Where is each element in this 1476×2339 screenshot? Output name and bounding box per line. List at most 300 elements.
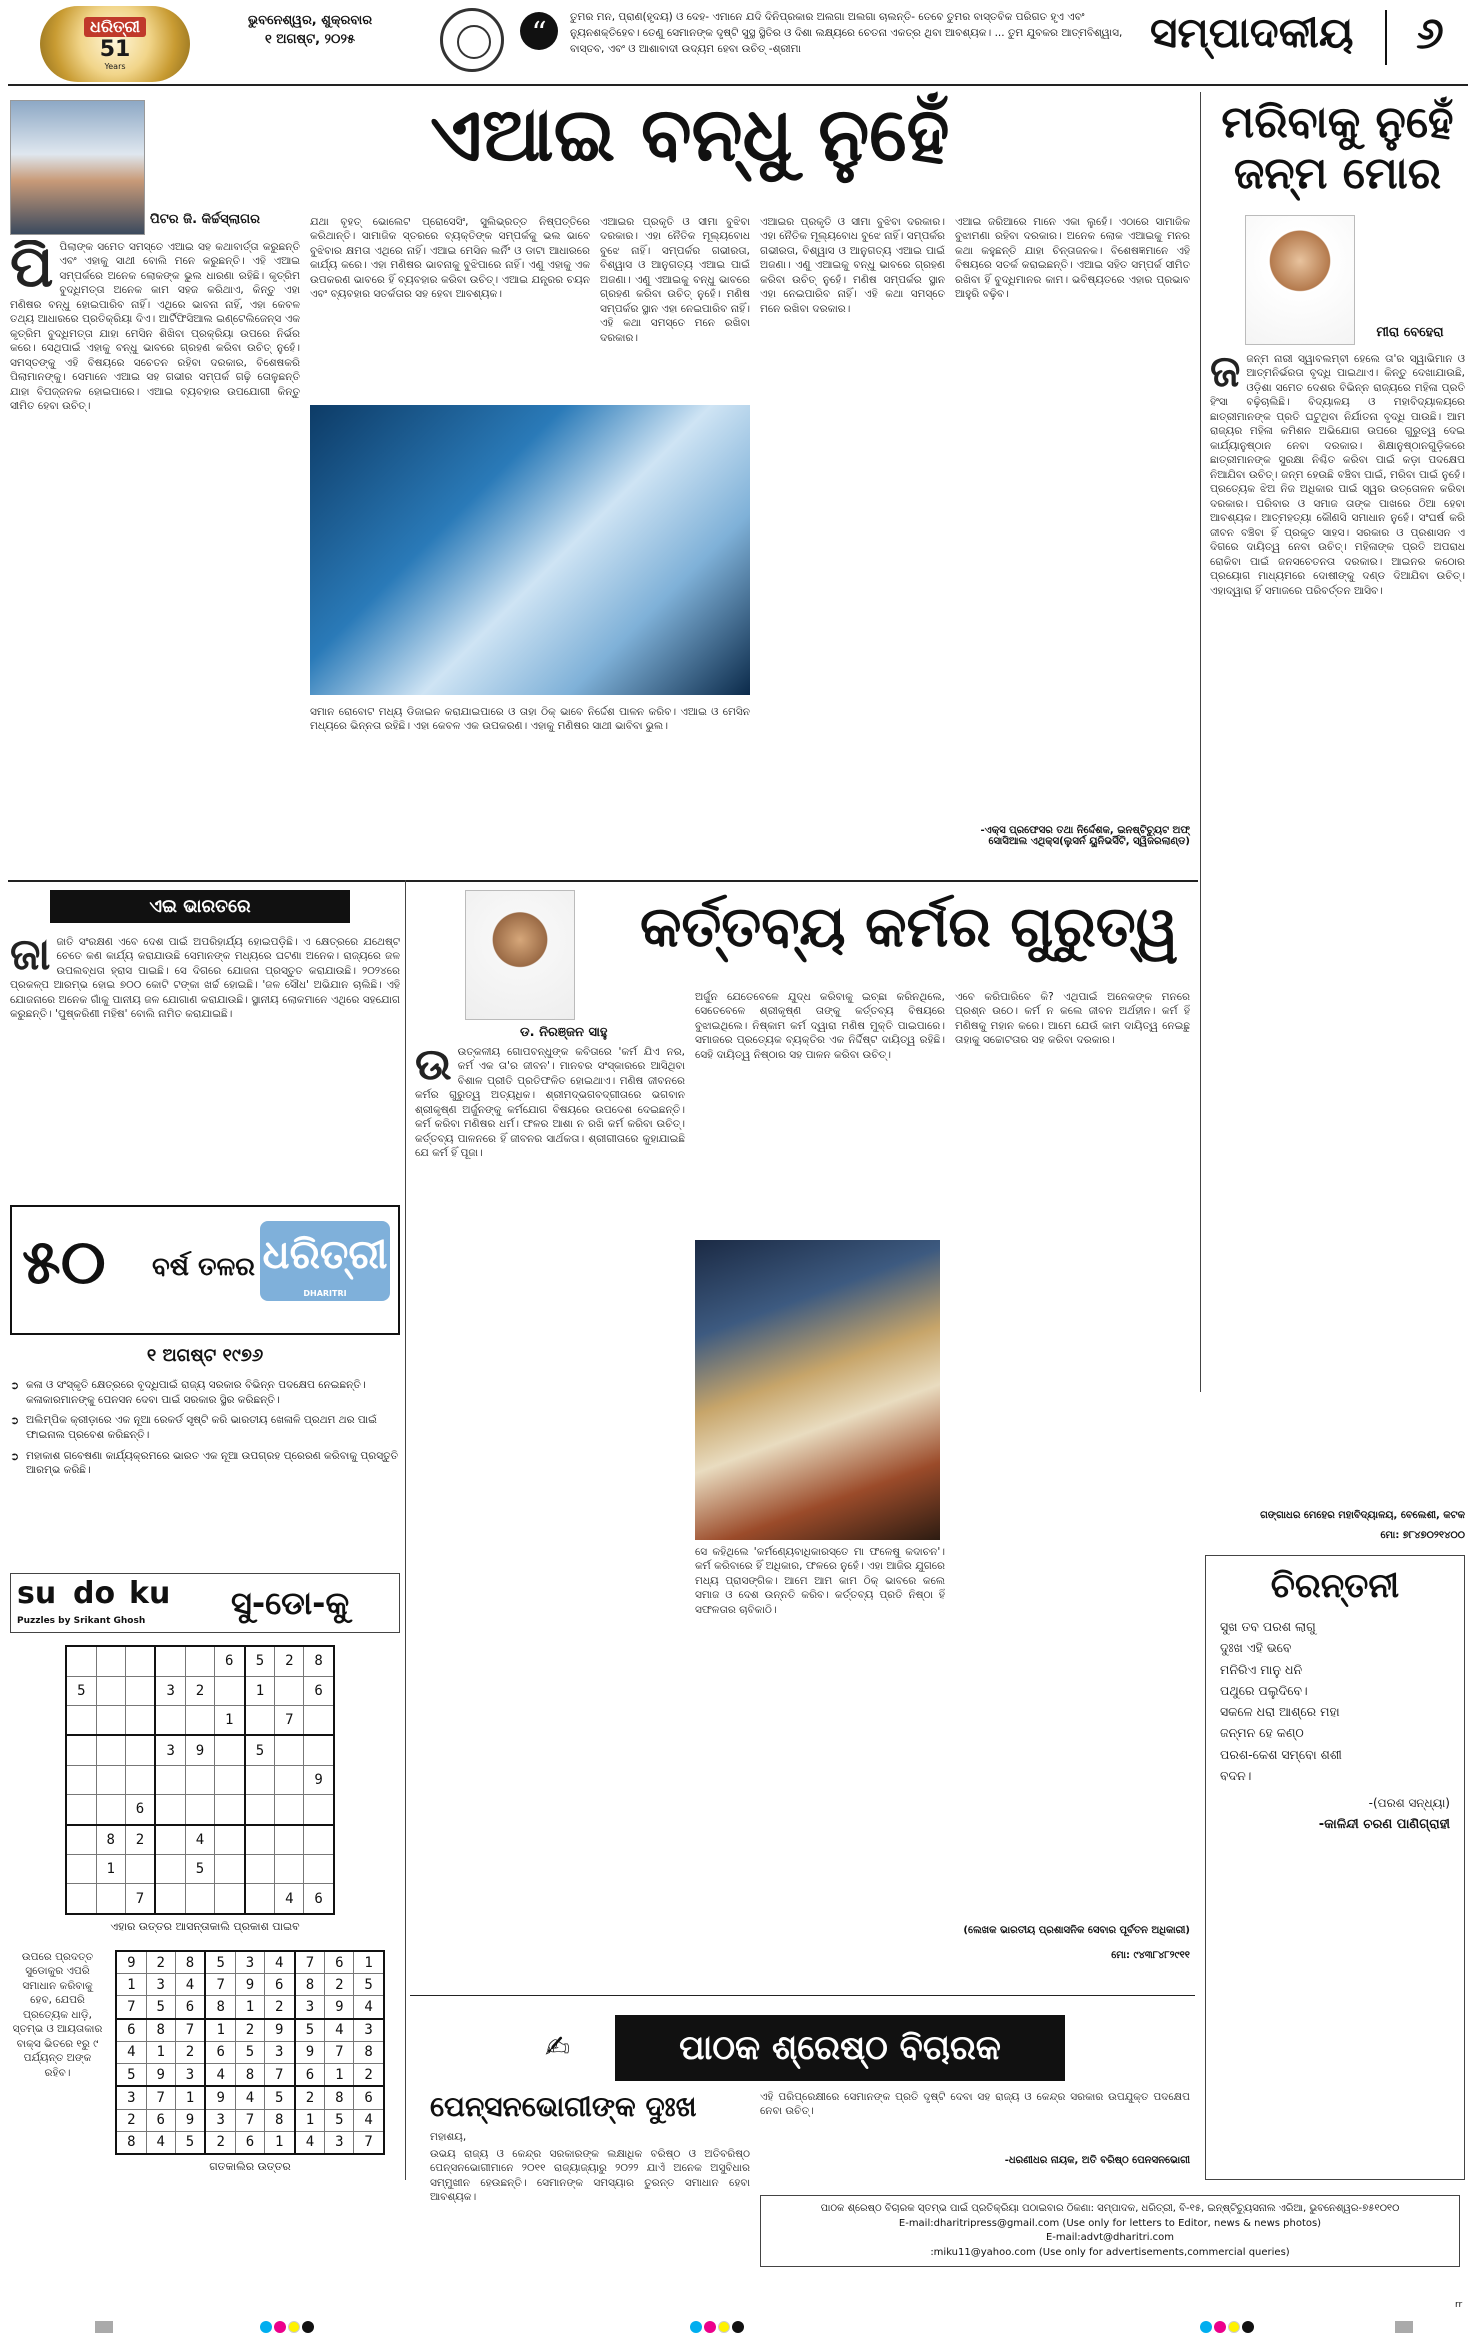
- quote-icon: “: [520, 12, 558, 50]
- sudoku-cell[interactable]: [155, 1855, 185, 1884]
- duty-column-2: ଅର୍ଜୁନ ଯେତେବେଳେ ଯୁଦ୍ଧ କରିବାକୁ ଇଚ୍ଛା କରିନଥିଲେ, ସେତେବେଳେ ଶ୍ରୀକୃଷ୍ଣ ତାଙ୍କୁ କର୍ତ୍ତବ୍ୟ ବିଷୟରେ ବୁଝାଇଥିଲେ। ନିଷ୍କାମ କର୍ମ ଦ୍ୱାରା ମଣିଷ ମୁକ୍ତି ପାଇପାରେ। ସମାଜରେ ପ୍ରତ୍ୟେକ ବ୍ୟକ୍ତିର ଏକ ନିର୍ଦ୍ଦିଷ୍ଟ ଦାୟିତ୍ୱ ରହିଛି। ସେହି ଦାୟିତ୍ୱ ନିଷ୍ଠାର ସହ ପାଳନ କରିବା ଉଚିତ୍।: [695, 991, 945, 1061]
- solution-cell: 5: [354, 1974, 384, 1996]
- solution-cell: 3: [325, 2131, 354, 2154]
- sudoku-cell: 5: [186, 1855, 215, 1884]
- solution-cell: 8: [146, 2019, 175, 2042]
- solution-cell: 5: [236, 2041, 265, 2063]
- title-divider: [1385, 10, 1387, 65]
- duty-col1-text: ଉତ୍କଳୀୟ ଗୋପବନ୍ଧୁଙ୍କ କବିତାରେ 'କର୍ମ ଯିଏ ନର, କର୍ମ ଏକ ତା'ର ଜୀବନ'। ମାନବର ସଂସ୍କାରରେ ଆସିଥିବା ବିଶାଳ ପ୍ରୀତି ପ୍ରତିଫଳିତ ହୋଇଥାଏ। ମଣିଷ ଜୀବନରେ କର୍ମର ଗୁରୁତ୍ୱ ଅତ୍ୟଧିକ। ଶ୍ରୀମଦ୍ଭଗବଦ୍ଗୀତାରେ ଭଗବାନ ଶ୍ରୀକୃଷ୍ଣ ଅର୍ଜୁନଙ୍କୁ କର୍ମଯୋଗ ବିଷୟରେ ଉପଦେଶ ଦେଇଛନ୍ତି। କର୍ମ କରିବା ମଣିଷର ଧର୍ମ। ଫଳର ଆଶା ନ ରଖି କର୍ମ କରିବା ଉଚିତ୍। କର୍ତ୍ତବ୍ୟ ପାଳନରେ ହିଁ ଜୀବନର ସାର୍ଥକତା। ଶ୍ରୀଗୀତାରେ କୁହାଯାଇଛି ଯେ କର୍ମ ହିଁ ପୂଜା।: [415, 1046, 685, 1160]
- sudoku-cell[interactable]: [304, 1735, 334, 1765]
- sudoku-cell: 8: [304, 1646, 334, 1676]
- sudoku-row: [116, 1951, 384, 1974]
- bhagavad-gita-book-photo: [695, 1240, 940, 1540]
- yellow-dot-icon: [1228, 2321, 1240, 2333]
- sudoku-cell[interactable]: [155, 1884, 185, 1914]
- sudoku-cell[interactable]: [96, 1646, 125, 1676]
- cyan-dot-icon: [1200, 2321, 1212, 2333]
- sudoku-cell[interactable]: [155, 1646, 185, 1676]
- city-day: ଭୁବନେଶ୍ୱର, ଶୁକ୍ରବାର: [247, 13, 373, 28]
- sudoku-cell[interactable]: [214, 1795, 244, 1825]
- list-item: ➲ ଅଲିମ୍ପିକ କ୍ରୀଡ଼ାରେ ଏକ ନୂଆ ରେକର୍ଡ ସୃଷ୍ଟି କରି ଭାରତୀୟ ଖେଳାଳି ପ୍ରଥମ ଥର ପାଇଁ ଫାଇନାଲ ପ୍ରବେଶ କରିଛନ୍ତି।: [10, 1413, 400, 1442]
- letter-body: ଉଭୟ ରାଜ୍ୟ ଓ କେନ୍ଦ୍ର ସରକାରଙ୍କ ଲକ୍ଷାଧିକ ବରିଷ୍ଠ ଓ ଅତିବରିଷ୍ଠ ପେନ୍‌ସନଭୋଗୀମାନେ ୨୦୧୧ ରାଜ୍ୟାଜ୍ୟାରୁ ୨୦୨୨ ଯାଏଁ ଅନେକ ଅସୁବିଧାର ସମ୍ମୁଖୀନ ହେଉଛନ୍ତି। ସେମାନଙ୍କ ସମସ୍ୟାର ତୁରନ୍ତ ସମାଧାନ ହେବା ଆବଶ୍ୟକ।: [430, 2148, 750, 2204]
- sudoku-row: [66, 1855, 334, 1884]
- sudoku-row: [116, 2131, 384, 2154]
- duty-column-1: [415, 1045, 685, 1990]
- solution-cell: 5: [295, 2019, 325, 2042]
- sudoku-cell[interactable]: [125, 1735, 155, 1765]
- sudoku-cell: 6: [125, 1795, 155, 1825]
- section-title: ସମ୍ପାଦକୀୟ: [1150, 8, 1354, 57]
- sudoku-cell: 2: [275, 1646, 304, 1676]
- sudoku-cell[interactable]: [66, 1735, 96, 1765]
- solution-cell: 6: [295, 2064, 325, 2087]
- solution-cell: 1: [116, 1974, 146, 1996]
- sudoku-cell[interactable]: [245, 1884, 275, 1914]
- duty-dropcap: ଉ: [415, 1045, 452, 1090]
- solution-cell: 6: [354, 2086, 384, 2109]
- contact-address: ପାଠକ ଶ୍ରେଷ୍ଠ ବିଚାରକ ସ୍ତମ୍ଭ ପାଇଁ ପ୍ରତିକ୍ରିୟା ପଠାଇବାର ଠିକଣା: ସମ୍ପାଦକ, ଧରିତ୍ରୀ, ବି-୧୫, ଇନ୍ଷ୍ଟିଚ୍ୟୁସନାଲ ଏରିଆ, ଭୁବନେଶ୍ୱର-୭୫୧୦୧୦: [820, 2203, 1400, 2214]
- lead-column-1: [10, 240, 300, 860]
- sudoku-cell: 3: [155, 1735, 185, 1765]
- solution-cell: 9: [205, 2086, 235, 2109]
- fifty-number: ୫୦: [22, 1225, 106, 1298]
- solution-cell: 2: [354, 2064, 384, 2087]
- solution-cell: 5: [325, 2109, 354, 2131]
- solution-cell: 4: [236, 2086, 265, 2109]
- cyan-dot-icon: [260, 2321, 272, 2333]
- sudoku-row: [66, 1735, 334, 1765]
- sudoku-cell[interactable]: [186, 1705, 215, 1735]
- solution-cell: 1: [236, 1996, 265, 2019]
- solution-cell: 4: [146, 2131, 175, 2154]
- poem-line: ଦୁଃଖ ଏହି ଭବେ: [1220, 1640, 1292, 1656]
- poem-line: ବଦନ।: [1220, 1767, 1252, 1783]
- sudoku-cell: 5: [245, 1735, 275, 1765]
- solution-cell: 5: [175, 2131, 205, 2154]
- solution-cell: 4: [354, 2109, 384, 2131]
- sudoku-cell: 4: [275, 1884, 304, 1914]
- grey-tile: [95, 2321, 113, 2333]
- black-dot-icon: [1242, 2321, 1254, 2333]
- dateline: [205, 12, 415, 50]
- sudoku-cell[interactable]: [275, 1795, 304, 1825]
- magenta-dot-icon: [1214, 2321, 1226, 2333]
- sudoku-cell[interactable]: [66, 1795, 96, 1825]
- black-dot-icon: [732, 2321, 744, 2333]
- sudoku-cell[interactable]: [186, 1884, 215, 1914]
- sudoku-cell[interactable]: [125, 1855, 155, 1884]
- seal-brand: ଧରିତ୍ରୀ: [84, 17, 146, 37]
- sudoku-row: [116, 2086, 384, 2109]
- aei-dropcap: ଜା: [10, 935, 51, 980]
- lead-column-2: ଯଥା ବୃହତ୍ ଭୋଲେଟ ପ୍ରୋସେସିଂ, ସୁଲିଭ୍ରତ୍ତ ନିଷ୍ପତ୍ତିରେ କରିଥାନ୍ତି। ସାମାଜିକ ସ୍ତରରେ ବ୍ୟକ୍ତିଙ୍କ ସମ୍ପର୍କକୁ ଭଲ ଭାବେ ବୁଝିବାର କ୍ଷମତା ଏଥିରେ ନାହିଁ। ଏଆଇ ମେସିନ ଲର୍ନିଂ ଓ ଡାଟା ଆଧାରରେ କାର୍ଯ୍ୟ କରେ। ଏହା ମଣିଷର ଭାବନାକୁ ବୁଝିପାରେ ନାହିଁ। ଏଣୁ ଏହାକୁ ଏକ ଉପକରଣ ଭାବରେ ହିଁ ବ୍ୟବହାର କରିବା ଉଚିତ୍। ଏଆଇ ଯନ୍ତ୍ରର ଚୟନ ଏବଂ ବ୍ୟବହାର ସତର୍କତାର ସହ ହେବା ଆବଶ୍ୟକ।: [310, 216, 590, 301]
- solution-cell: 2: [116, 2109, 146, 2131]
- sudoku-row: [66, 1705, 334, 1735]
- solution-cell: 1: [354, 1951, 384, 1974]
- sudoku-instructions: ଉପରେ ପ୍ରଦତ୍ତ ସୁଡୋକୁର ଏପରି ସମାଧାନ କରିବାକୁ ହେବ, ଯେପରି ପ୍ରତ୍ୟେକ ଧାଡ଼ି, ସ୍ତମ୍ଭ ଓ ଆୟତାକାର ବାକ୍ସ ଭିତରେ ୧ରୁ ୯ ପର୍ଯ୍ୟନ୍ତ ଅଙ୍କ ରହିବ।: [12, 1951, 103, 2079]
- solution-cell: 9: [175, 2109, 205, 2131]
- solution-cell: 6: [264, 1974, 294, 1996]
- fifty-words: ବର୍ଷ ତଳର: [152, 1252, 255, 1282]
- cmyk-marks-left: [260, 2318, 316, 2337]
- solution-cell: 7: [295, 1951, 325, 1974]
- poem-line: ଜନ୍ମନ ହେ କଣ୍ଠ: [1220, 1725, 1304, 1741]
- sudoku-cell[interactable]: [186, 1795, 215, 1825]
- sudoku-cell[interactable]: [304, 1705, 334, 1735]
- sudoku-cell[interactable]: [275, 1735, 304, 1765]
- chirantani-box: [1205, 1555, 1465, 2180]
- sudoku-cell: 9: [304, 1765, 334, 1794]
- grey-tile: [1395, 2321, 1413, 2333]
- solution-cell: 4: [264, 1951, 294, 1974]
- solution-cell: 4: [205, 2064, 235, 2087]
- sudoku-cell[interactable]: [275, 1765, 304, 1794]
- sudoku-cell[interactable]: [125, 1765, 155, 1794]
- lead-bottom-rule: [8, 880, 1198, 882]
- sudoku-cell[interactable]: [155, 1705, 185, 1735]
- solution-cell: 8: [116, 2131, 146, 2154]
- lead-column-4: ଏଆଇ ଜରିଆରେ ମାନେ ଏକା ଲୁହେଁ। ଏଠାରେ ସାମାଜିକ ବୁଝାମଣା ରହିବା ଦରକାର। ଅନେକ ଲୋକ ଏଆଇକୁ ମନର କଥା କହୁଛନ୍ତି ଯାହା ଚିନ୍ତାଜନକ। ବିଶେଷଜ୍ଞମାନେ ଏହି ବିଷୟରେ ସତର୍କ କରାଇଛନ୍ତି। ଏଆଇ ସହିତ ସମ୍ପର୍କ ସୀମିତ ରଖିବା ହିଁ ବୁଦ୍ଧିମାନର କାମ। ଭବିଷ୍ୟତରେ ଏହାର ପ୍ରଭାବ ଆହୁରି ବଢ଼ିବ।: [955, 216, 1190, 301]
- solution-cell: 8: [295, 1974, 325, 1996]
- sudoku-row: [66, 1646, 334, 1676]
- contact-box: [760, 2195, 1460, 2267]
- solution-cell: 9: [116, 1951, 146, 1974]
- dharitri-logo-text: ଧରିତ୍ରୀ: [262, 1231, 388, 1278]
- sudoku-row: [66, 1765, 334, 1794]
- yellow-dot-icon: [718, 2321, 730, 2333]
- print-registration-marks: [95, 2318, 113, 2337]
- solution-cell: 2: [325, 1974, 354, 1996]
- right-body-text: ଜନ୍ମ ନାରୀ ସ୍ୱାବଲମ୍ବୀ ହେଲେ ତା'ର ସ୍ୱାଭିମାନ ଓ ଆତ୍ମନିର୍ଭରତା ବୃଦ୍ଧି ପାଇଥାଏ। କିନ୍ତୁ ଦେଖାଯାଉଛି, ଓଡ଼ିଶା ସମେତ ଦେଶର ବିଭିନ୍ନ ରାଜ୍ୟରେ ମହିଳା ପ୍ରତି ହିଂସା ବଢ଼ିଚାଲିଛି। ବିଦ୍ୟାଳୟ ଓ ମହାବିଦ୍ୟାଳୟରେ ଛାତ୍ରୀମାନଙ୍କ ପ୍ରତି ଘଟୁଥିବା ନିର୍ଯାତନା ବୃଦ୍ଧି ପାଉଛି। ଆମ ରାଜ୍ୟର ମହିଳା କମିଶନ ଅଭିଯୋଗ ଉପରେ ଗୁରୁତ୍ୱ ଦେଇ କାର୍ଯ୍ୟାନୁଷ୍ଠାନ ନେବା ଦରକାର। ଶିକ୍ଷାନୁଷ୍ଠାନଗୁଡ଼ିକରେ ଛାତ୍ରୀମାନଙ୍କ ସୁରକ୍ଷା ନିଶ୍ଚିତ କରିବା ପାଇଁ କଡ଼ା ପଦକ୍ଷେପ ନିଆଯିବା ଉଚିତ୍। ଜନ୍ମ ହେଉଛି ବଞ୍ଚିବା ପାଇଁ, ମରିବା ପାଇଁ ନୁହେଁ। ପ୍ରତ୍ୟେକ ଝିଅ ନିଜ ଅଧିକାର ପାଇଁ ସ୍ୱର ଉତ୍ତୋଳନ କରିବା ଦରକାର। ପରିବାର ଓ ସମାଜ ତାଙ୍କ ପାଖରେ ଠିଆ ହେବା ଆବଶ୍ୟକ। ଆତ୍ମହତ୍ୟା କୌଣସି ସମାଧାନ ନୁହେଁ। ସଂଘର୍ଷ କରି ଜୀବନ ବଞ୍ଚିବା ହିଁ ପ୍ରକୃତ ସାହସ। ସରକାର ଓ ପ୍ରଶାସନ ଏ ଦିଗରେ ଦାୟିତ୍ୱ ନେବା ଉଚିତ୍। ମହିଳାଙ୍କ ପ୍ରତି ଅପରାଧ ରୋକିବା ପାଇଁ ଜନସଚେତନତା ଦରକାର। ଆଇନର କଠୋର ପ୍ରୟୋଗ ମାଧ୍ୟମରେ ଦୋଷୀଙ୍କୁ ଦଣ୍ଡ ଦିଆଯିବା ଉଚିତ୍। ଏହାଦ୍ୱାରା ହିଁ ସମାଜରେ ପରିବର୍ତ୍ତନ ଆସିବ।: [1210, 353, 1465, 597]
- solution-cell: 7: [116, 1996, 146, 2019]
- solution-cell: 3: [205, 2109, 235, 2131]
- sudoku-cell[interactable]: [155, 1795, 185, 1825]
- sudoku-answer-note: ଏହାର ଉତ୍ତର ଆସନ୍ତାକାଲି ପ୍ରକାଶ ପାଇବ: [110, 1920, 300, 1933]
- sudoku-cell: 1: [245, 1676, 275, 1705]
- solution-cell: 4: [295, 2131, 325, 2154]
- duty-author: ଡ. ନିରଞ୍ଜନ ସାହୁ: [520, 1025, 608, 1040]
- sudoku-cell: 4: [186, 1825, 215, 1855]
- sudoku-cell: 5: [66, 1676, 96, 1705]
- fifty-years-banner: [10, 1205, 400, 1335]
- letter-body-2: ଏହି ପରିପ୍ରେକ୍ଷୀରେ ସେମାନଙ୍କ ପ୍ରତି ଦୃଷ୍ଟି ଦେବା ସହ ରାଜ୍ୟ ଓ କେନ୍ଦ୍ର ସରକାର ଉପଯୁକ୍ତ ପଦକ୍ଷେପ ନେବା ଉଚିତ୍।: [760, 2091, 1190, 2118]
- sudoku-cell[interactable]: [304, 1795, 334, 1825]
- solution-cell: 2: [264, 1996, 294, 2019]
- sudoku-cell[interactable]: [214, 1676, 244, 1705]
- contact-email-advt[interactable]: E-mail:advt@dharitri.com: [1045, 2232, 1175, 2243]
- sudoku-row: [116, 2109, 384, 2131]
- solution-cell: 1: [205, 2019, 235, 2042]
- poem-line: ପରଶ-କେଶ ସମ୍ବୋ ଶଶୀ: [1220, 1746, 1342, 1762]
- solution-cell: 7: [175, 2019, 205, 2042]
- solution-cell: 2: [175, 2041, 205, 2063]
- sudoku-cell[interactable]: [66, 1765, 96, 1794]
- sudoku-row: [66, 1795, 334, 1825]
- sudoku-cell[interactable]: [186, 1765, 215, 1794]
- chirantani-author: -କାଳିନ୍ଦୀ ଚରଣ ପାଣିଗ୍ରାହୀ: [1318, 1817, 1450, 1832]
- fifty-years-list: [10, 1378, 400, 1484]
- left-column-divider: [405, 880, 406, 2180]
- magenta-dot-icon: [274, 2321, 286, 2333]
- sudoku-cell[interactable]: [125, 1646, 155, 1676]
- sudoku-row: [116, 2019, 384, 2042]
- sudoku-puzzle-grid[interactable]: [65, 1645, 335, 1915]
- solution-cell: 1: [295, 2109, 325, 2131]
- chirantani-poem: [1220, 1616, 1450, 1786]
- contact-email-editor[interactable]: E-mail:dharitripress@gmail.com (Use only for letters to Editor, news & news photos): [898, 2217, 1322, 2229]
- lead-col1-text: ପିଲାଙ୍କ ସମେତ ସମସ୍ତେ ଏଆଇ ସହ କଥାବାର୍ତ୍ତା କରୁଛନ୍ତି ଏବଂ ଏହାକୁ ସାଥୀ ବୋଲି ମନେ କରୁଛନ୍ତି। ଏହି ଏଆଇ ସମ୍ପର୍କରେ ଅନେକ ଲୋକଙ୍କ ଭୁଲ ଧାରଣା ରହିଛି। କୃତ୍ରିମ ବୁଦ୍ଧିମତ୍ତା ଅନେକ କାମ ସହଜ କରିଥାଏ, କିନ୍ତୁ ଏହା ମଣିଷର ବନ୍ଧୁ ହୋଇପାରିବ ନାହିଁ। ଏଥିରେ ଭାବନା ନାହିଁ, ଏହା କେବଳ ତଥ୍ୟ ଆଧାରରେ ପ୍ରତିକ୍ରିୟା ଦିଏ। ଆର୍ଟିଫିସିଆଲ ଇଣ୍ଟେଲିଜେନ୍ସ ଏକ କୃତ୍ରିମ ବୁଦ୍ଧିମତ୍ତା ଯାହା ମେସିନ ଶିଖିବା ପ୍ରକ୍ରିୟା ଉପରେ ନିର୍ଭର କରେ। ସେଥିପାଇଁ ଏହାକୁ ବନ୍ଧୁ ଭାବରେ ଗ୍ରହଣ କରିବା ଉଚିତ୍ ନୁହେଁ। ସମସ୍ତଙ୍କୁ ଏହି ବିଷୟରେ ସଚେତନ ରହିବା ଦରକାର, ବିଶେଷକରି ପିଲାମାନଙ୍କୁ। ସେମାନେ ଏଆଇ ସହ ଗଭୀର ସମ୍ପର୍କ ଗଢ଼ି ତୋଳୁଛନ୍ତି ଯାହା ବିପଜ୍ଜନକ ହୋଇପାରେ। ଏଆଇ ବ୍ୟବହାର ଉପଯୋଗୀ କିନ୍ତୁ ସୀମିତ ହେବା ଉଚିତ୍।: [10, 241, 300, 413]
- sudoku-cell: 6: [304, 1884, 334, 1914]
- solution-cell: 9: [264, 2019, 294, 2042]
- solution-cell: 3: [236, 1951, 265, 1974]
- right-author: ମୀରା ବେହେରା: [1376, 325, 1444, 340]
- solution-cell: 7: [205, 1974, 235, 1996]
- sudoku-cell[interactable]: [214, 1735, 244, 1765]
- sudoku-cell[interactable]: [155, 1765, 185, 1794]
- solution-cell: 1: [146, 2041, 175, 2063]
- sudoku-credit: Puzzles by Srikant Ghosh: [17, 1616, 146, 1626]
- seal-number: 51: [99, 37, 131, 62]
- sudoku-cell[interactable]: [155, 1825, 185, 1855]
- sudoku-row: [66, 1676, 334, 1705]
- lead-credit: -ଏକ୍ସ ପ୍ରଫେସର ତଥା ନିର୍ଦ୍ଦେଶକ, ଇନଷ୍ଟିଚ୍ୟୁଟ ଅଫ୍ ସୋସିଆଲ ଏଥିକ୍ସ(ଲୁସର୍ନ ୟୁନିଭର୍ସିଟି, ସ୍ୱିଜରଲାଣ୍ଡ): [980, 825, 1190, 847]
- solution-cell: 1: [325, 2064, 354, 2087]
- solution-cell: 3: [175, 2064, 205, 2087]
- right-dropcap: ଜ: [1210, 352, 1241, 397]
- sudoku-row: [66, 1884, 334, 1914]
- solution-cell: 7: [264, 2064, 294, 2087]
- solution-cell: 8: [325, 2086, 354, 2109]
- black-dot-icon: [302, 2321, 314, 2333]
- solution-cell: 4: [175, 1974, 205, 1996]
- solution-cell: 2: [236, 2019, 265, 2042]
- letter-salutation: ମହାଶୟ,: [430, 2131, 467, 2143]
- contact-email-queries[interactable]: :miku11@yahoo.com (Use only for advertisements,commercial queries): [930, 2246, 1290, 2258]
- sudoku-solution-caption: ଗତକାଲିର ଉତ୍ତର: [209, 2160, 291, 2173]
- solution-cell: 2: [146, 1951, 175, 1974]
- page-code: rr: [1455, 2300, 1463, 2310]
- solution-cell: 5: [146, 1996, 175, 2019]
- sudoku-cell: 1: [96, 1855, 125, 1884]
- sudoku-cell: 6: [214, 1646, 244, 1676]
- sudoku-cell[interactable]: [66, 1825, 96, 1855]
- aei-bharatare-text: ଜାତି ସଂରକ୍ଷଣ ଏବେ ଦେଶ ପାଇଁ ଅପରିହାର୍ଯ୍ୟ ହୋଇପଡ଼ିଛି। ଏ କ୍ଷେତ୍ରରେ ଯଥେଷ୍ଟ ଚେତେ କଣ କାର୍ଯ୍ୟ କରାଯାଉଛି ସେମାନଙ୍କ ମଧ୍ୟରେ ଘଟଣା ଅନେକ। ରାଜ୍ୟରେ ଜଳ ଉପଲବ୍ଧତା ହ୍ରାସ ପାଇଛି। ସେ ଦିଗରେ ଯୋଜନା ପ୍ରସ୍ତୁତ କରାଯାଉଛି। ୨୦୨୪ରେ ପ୍ରକଳ୍ପ ଆରମ୍ଭ ହୋଇ ୭୦୦ କୋଟି ଟଙ୍କା ଖର୍ଚ୍ଚ ହୋଇଛି। 'ଜଳ ସୌଧ' ଅଭିଯାନ ଚାଲିଛି। ଏହି ଯୋଜନାରେ ଅନେକ ଗାଁକୁ ପାନୀୟ ଜଳ ଯୋଗାଣ କରାଯାଉଛି। ସ୍ଥାନୀୟ ଲୋକମାନେ ଏଥିରେ ସହଯୋଗ କରୁଛନ୍ତି। 'ପୁଷ୍କରିଣୀ ମହିଷ' ବୋଲି ନାମିତ କରାଯାଇଛି।: [10, 936, 400, 1021]
- sudoku-cell: 5: [245, 1646, 275, 1676]
- sudoku-cell[interactable]: [245, 1825, 275, 1855]
- sudoku-cell[interactable]: [125, 1705, 155, 1735]
- solution-cell: 9: [295, 2041, 325, 2063]
- letter-title: ପେନ୍‌ସନଭୋଗୀଙ୍କ ଦୁଃଖ: [430, 2090, 697, 2123]
- sudoku-row: [116, 2064, 384, 2087]
- reader-rule: [410, 1995, 1195, 1996]
- solution-cell: 1: [175, 2086, 205, 2109]
- right-body: [1210, 352, 1465, 1502]
- sudoku-title-odia: ସୁ-ଡୋ-କୁ: [231, 1584, 350, 1622]
- solution-cell: 1: [264, 2131, 294, 2154]
- solution-cell: 7: [236, 2109, 265, 2131]
- sudoku-cell[interactable]: [186, 1646, 215, 1676]
- sudoku-cell[interactable]: [214, 1884, 244, 1914]
- solution-cell: 6: [175, 1996, 205, 2019]
- fifty-years-date: ୧ ଅଗଷ୍ଟ ୧୯୭୬: [146, 1345, 264, 1366]
- solution-cell: 8: [354, 2041, 384, 2063]
- solution-cell: 7: [325, 2041, 354, 2063]
- dharitri-logo: [260, 1221, 390, 1301]
- duty-column-4: ଏବେ କରିପାରିବେ କି? ଏଥିପାଇଁ ଅନେକଙ୍କ ମନରେ ପ୍ରଶ୍ନ ଉଠେ। କର୍ମ ନ କଲେ ଜୀବନ ଅର୍ଥହୀନ। କର୍ମ ହିଁ ମଣିଷକୁ ମହାନ କରେ। ଆମେ ଯେଉଁ କାମ ଦାୟିତ୍ୱ ନେଇଛୁ ତାହାକୁ ସଚ୍ଚୋଟତାର ସହ କରିବା ଦରକାର।: [955, 991, 1190, 1047]
- cmyk-marks-center: [690, 2318, 746, 2337]
- dharitri-logo-small: DHARITRI: [303, 1289, 347, 1298]
- poem-line: ମନିରିଏ ମାନୁ ଧନି: [1220, 1661, 1303, 1677]
- solution-cell: 8: [175, 1951, 205, 1974]
- solution-cell: 9: [236, 1974, 265, 1996]
- solution-cell: 4: [325, 2019, 354, 2042]
- lead-column-2b: ସମାନ ରୋବୋଟ ମଧ୍ୟ ଡିଜାଇନ କରାଯାଇପାରେ ଓ ତାହା ଠିକ୍ ଭାବେ ନିର୍ଦ୍ଦେଶ ପାଳନ କରିବ। ଏଆଇ ଓ ମେସିନ ମଧ୍ୟରେ ଭିନ୍ନତା ରହିଛି। ଏହା କେବଳ ଏକ ଉପକରଣ। ଏହାକୁ ମଣିଷର ସାଥୀ ଭାବିବା ଭୁଲ।: [310, 706, 750, 733]
- lead-author: ପିଟର ଜି. କିର୍ଚ୍ଚସ୍ଲାଗର: [150, 212, 260, 227]
- sudoku-row: [66, 1825, 334, 1855]
- solution-cell: 9: [146, 2064, 175, 2087]
- sudoku-cell[interactable]: [245, 1855, 275, 1884]
- solution-cell: 2: [295, 2086, 325, 2109]
- sudoku-cell[interactable]: [214, 1765, 244, 1794]
- sudoku-cell[interactable]: [66, 1646, 96, 1676]
- solution-cell: 8: [236, 2064, 265, 2087]
- anniversary-seal-logo: [40, 6, 190, 82]
- sudoku-cell[interactable]: [96, 1705, 125, 1735]
- right-headline: ମରିବାକୁ ନୁହେଁ ଜନ୍ମ ମୋର: [1221, 97, 1454, 199]
- sudoku-solution-grid: [115, 1950, 385, 2155]
- sudoku-cell: 9: [186, 1735, 215, 1765]
- lead-column-3-top: ଏଆଇର ପ୍ରକୃତି ଓ ସୀମା ବୁଝିବା ଦରକାର। ଏହା ନୈତିକ ମୂଲ୍ୟବୋଧ ବୁଝେ ନାହିଁ। ସମ୍ପର୍କର ଗଭୀରତା, ବିଶ୍ୱାସ ଓ ଆନୁଗତ୍ୟ ଏଆଇ ପାଇଁ ଅଜଣା। ଏଣୁ ଏଆଇକୁ ବନ୍ଧୁ ଭାବରେ ଗ୍ରହଣ କରିବା ଉଚିତ୍ ନୁହେଁ। ମଣିଷ ସମ୍ପର୍କର ସ୍ଥାନ ଏହା ନେଇପାରିବ ନାହିଁ। ଏହି କଥା ସମସ୍ତେ ମନେ ରଖିବା ଦରକାର।: [600, 216, 750, 344]
- aei-bharatare-body: [10, 935, 400, 1185]
- ai-robot-photo: [310, 405, 750, 695]
- author-photo-man: [465, 890, 575, 1020]
- dropcap: ପି: [10, 240, 54, 300]
- sudoku-header: [10, 1573, 400, 1633]
- solution-cell: 9: [325, 1996, 354, 2019]
- sudoku-cell[interactable]: [275, 1825, 304, 1855]
- chirantani-title: ଚିରନ୍ତନୀ: [1270, 1566, 1400, 1606]
- solution-cell: 6: [325, 1951, 354, 1974]
- solution-cell: 8: [264, 2109, 294, 2131]
- issue-date: ୧ ଅଗଷ୍ଟ, ୨୦୨୫: [264, 31, 356, 47]
- solution-cell: 5: [116, 2064, 146, 2087]
- author-photo-woman: [1245, 215, 1355, 345]
- solution-cell: 4: [354, 1996, 384, 2019]
- solution-cell: 6: [236, 2131, 265, 2154]
- masthead-rule: [8, 84, 1468, 86]
- sudoku-cell[interactable]: [66, 1855, 96, 1884]
- sudoku-row: [116, 1996, 384, 2019]
- right-column-divider: [1200, 92, 1201, 1392]
- duty-credit-2: ମୋ: ୯୪୩୮୪୮୨୯୧୧: [1111, 1950, 1190, 1961]
- sudoku-cell: 2: [125, 1825, 155, 1855]
- sudoku-cell[interactable]: [214, 1825, 244, 1855]
- solution-cell: 3: [146, 1974, 175, 1996]
- sudoku-cell[interactable]: [96, 1735, 125, 1765]
- author-photo: [10, 100, 145, 235]
- lead-column-3: ଏଆଇର ପ୍ରକୃତି ଓ ସୀମା ବୁଝିବା ଦରକାର। ଏହା ନୈତିକ ମୂଲ୍ୟବୋଧ ବୁଝେ ନାହିଁ। ସମ୍ପର୍କର ଗଭୀରତା, ବିଶ୍ୱାସ ଓ ଆନୁଗତ୍ୟ ଏଆଇ ପାଇଁ ଅଜଣା। ଏଣୁ ଏଆଇକୁ ବନ୍ଧୁ ଭାବରେ ଗ୍ରହଣ କରିବା ଉଚିତ୍ ନୁହେଁ। ମଣିଷ ସମ୍ପର୍କର ସ୍ଥାନ ଏହା ନେଇପାରିବ ନାହିଁ। ଏହି କଥା ସମସ୍ତେ ମନେ ରଖିବା ଦରକାର।: [760, 216, 945, 315]
- sudoku-cell: 1: [214, 1705, 244, 1735]
- sudoku-cell[interactable]: [66, 1884, 96, 1914]
- solution-cell: 6: [116, 2019, 146, 2042]
- solution-cell: 6: [205, 2041, 235, 2063]
- letter-signature: -ଧରଣୀଧର ନାୟକ, ଅତି ବରିଷ୍ଠ ପେନସନଭୋଗୀ: [1004, 2155, 1190, 2166]
- sudoku-cell[interactable]: [96, 1765, 125, 1794]
- lead-headline: ଏଆଇ ବନ୍ଧୁ ନୁହେଁ: [430, 92, 950, 178]
- solution-cell: 5: [205, 1951, 235, 1974]
- solution-cell: 4: [116, 2041, 146, 2063]
- sudoku-cell[interactable]: [304, 1855, 334, 1884]
- sudoku-row: [116, 2041, 384, 2063]
- cmyk-marks-right: [1200, 2318, 1256, 2337]
- solution-cell: 3: [116, 2086, 146, 2109]
- sudoku-cell: 3: [155, 1676, 185, 1705]
- right-credit-2: ମୋ: ୭୮୪୭୦୨୧୪୦୦: [1380, 1530, 1465, 1541]
- poem-line: ପଥୁରେ ପଲୁଦିବେ।: [1220, 1682, 1308, 1698]
- solution-cell: 8: [205, 1996, 235, 2019]
- yellow-dot-icon: [288, 2321, 300, 2333]
- sudoku-brand-b: do: [73, 1576, 116, 1611]
- poem-line: ସକଳେ ଧରା ଆଶ୍ରେ ମହା: [1220, 1704, 1340, 1719]
- magenta-dot-icon: [704, 2321, 716, 2333]
- sudoku-cell[interactable]: [245, 1795, 275, 1825]
- chirantani-meta: -(ପରଶ ସନ୍ଧ୍ୟା): [1368, 1796, 1450, 1810]
- wheel-emblem-icon: [440, 8, 504, 72]
- thought-of-day: ତୁମର ମନ, ପ୍ରାଣ(ହୃଦୟ) ଓ ଦେହ- ଏମାନେ ଯଦି ଦିନିପ୍ରକାର ଅଲଗା ଅଲଗା ଚାଲନ୍ତି- ତେବେ ତୁମର ବାସ୍ତବିକ ପରିଗତ ହୃଏ ଏବଂ ନ୍ୟୁନଶକ୍ତିହେବ। ତେଣୁ ସେମାନଙ୍କ ଦୃଷ୍ଟି ସୁସ୍ଥ ସ୍ଥିତିର ଓ ଦିଶା ଲକ୍ଷ୍ୟରେ ଚେତନା ଏକତ୍ର ଥିବା ଆବଶ୍ୟକ। ... ତୁମ ଯୁବକର ଆତ୍ମବିଶ୍ୱାସ, ବାସ୍ତବ, ଏବଂ ଓ ଆଶାବାଦୀ ଉଦ୍ୟମ ହେବା ଉଚିତ୍ -ଶ୍ରୀମା: [570, 11, 1123, 55]
- sudoku-cell[interactable]: [275, 1676, 304, 1705]
- sudoku-cell[interactable]: [125, 1676, 155, 1705]
- sudoku-cell[interactable]: [245, 1765, 275, 1794]
- sudoku-cell[interactable]: [66, 1705, 96, 1735]
- solution-cell: 2: [205, 2131, 235, 2154]
- sudoku-cell[interactable]: [96, 1676, 125, 1705]
- sudoku-cell[interactable]: [275, 1855, 304, 1884]
- list-item: ➲ କଳା ଓ ସଂସ୍କୃତି କ୍ଷେତ୍ରରେ ବୃଦ୍ଧିପାଇଁ ରାଜ୍ୟ ସରକାର ବିଭିନ୍ନ ପଦକ୍ଷେପ ନେଇଛନ୍ତି। କଳାକାରମାନଙ୍କୁ ପେନସନ ଦେବା ପାଇଁ ସରକାର ସ୍ଥିର କରିଛନ୍ତି।: [10, 1378, 400, 1407]
- seal-years: Years: [104, 62, 126, 71]
- sudoku-cell[interactable]: [96, 1795, 125, 1825]
- list-item: ➲ ମହାକାଶ ଗବେଷଣା କାର୍ଯ୍ୟକ୍ରମରେ ଭାରତ ଏକ ନୂଆ ଉପଗ୍ରହ ପ୍ରେରଣ କରିବାକୁ ପ୍ରସ୍ତୁତି ଆରମ୍ଭ କରିଛି।: [10, 1449, 400, 1478]
- sudoku-cell: 6: [304, 1676, 334, 1705]
- right-credit-1: ଗଙ୍ଗାଧର ମେହେର ମହାବିଦ୍ୟାଳୟ, ବେଲେଶୀ, କଟକ: [1260, 1510, 1465, 1521]
- sudoku-cell: 7: [125, 1884, 155, 1914]
- pen-icon: ✍: [545, 2030, 571, 2065]
- solution-cell: 6: [146, 2109, 175, 2131]
- sudoku-cell[interactable]: [96, 1884, 125, 1914]
- sudoku-cell[interactable]: [304, 1825, 334, 1855]
- duty-headline: କର୍ତ୍ତବ୍ୟ କର୍ମର ଗୁରୁତ୍ୱ: [640, 895, 1179, 960]
- sudoku-cell: 7: [275, 1705, 304, 1735]
- duty-column-3: ସେ କହିଥିଲେ 'କର୍ମଣ୍ୟେବାଧିକାରସ୍ତେ ମା ଫଳେଷୁ କଦାଚନ'। କର୍ମ କରିବାରେ ହିଁ ଅଧିକାର, ଫଳରେ ନୁହେଁ। ଏହା ଆଜିର ଯୁଗରେ ମଧ୍ୟ ପ୍ରାସଙ୍ଗିକ। ଆମେ ଆମ କାମ ଠିକ୍ ଭାବରେ କଲେ ସମାଜ ଓ ଦେଶ ଉନ୍ନତି କରିବ। କର୍ତ୍ତବ୍ୟ ପ୍ରତି ନିଷ୍ଠା ହିଁ ସଫଳତାର ଚାବିକାଠି।: [695, 1546, 945, 1616]
- solution-cell: 7: [146, 2086, 175, 2109]
- sudoku-cell: 2: [186, 1676, 215, 1705]
- sudoku-cell[interactable]: [214, 1855, 244, 1884]
- solution-cell: 5: [264, 2086, 294, 2109]
- sudoku-cell[interactable]: [245, 1705, 275, 1735]
- sudoku-row: [116, 1974, 384, 1996]
- sudoku-brand-c: ku: [129, 1576, 171, 1611]
- poem-line: ସୁଖ ତବ ପରଶ ଲାଗୁ: [1220, 1619, 1316, 1634]
- solution-cell: 3: [264, 2041, 294, 2063]
- solution-cell: 7: [354, 2131, 384, 2154]
- grey-tile-right: [1395, 2318, 1413, 2337]
- solution-cell: 3: [354, 2019, 384, 2042]
- sudoku-brand-a: su: [17, 1576, 57, 1611]
- page-number: ୬: [1416, 8, 1444, 59]
- duty-credit-1: (ଲେଖକ ଭାରତୀୟ ପ୍ରଶାସନିକ ସେବାର ପୂର୍ବତନ ଅଧିକାରୀ): [963, 1925, 1190, 1936]
- cyan-dot-icon: [690, 2321, 702, 2333]
- solution-cell: 3: [295, 1996, 325, 2019]
- sudoku-cell: 8: [96, 1825, 125, 1855]
